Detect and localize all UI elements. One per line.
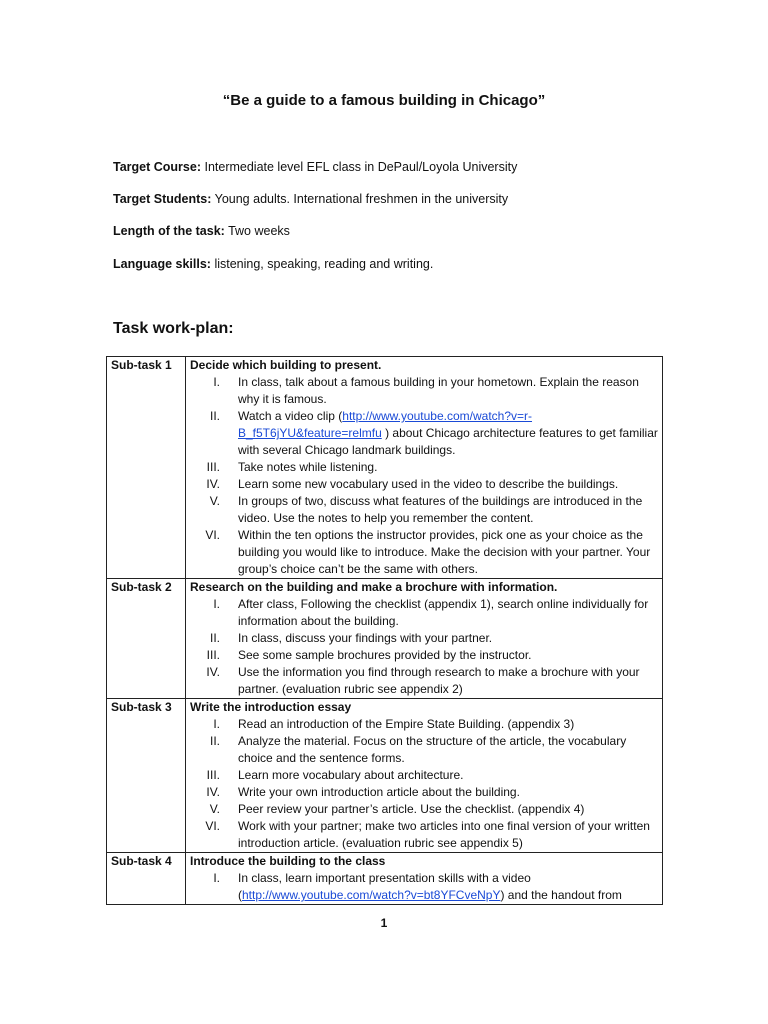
step-number: III. (206, 648, 220, 662)
document-title: “Be a guide to a famous building in Chicago” (222, 92, 546, 109)
video-link[interactable]: http://www.youtube.com/watch?v=bt8YFCveNpY (242, 888, 501, 902)
target-course-line (113, 160, 517, 174)
step-item (190, 664, 658, 698)
step-number: IV. (206, 665, 220, 679)
step-number: IV. (206, 477, 220, 491)
step-text: ) and the handout from (500, 888, 622, 902)
step-item (190, 527, 658, 578)
step-item (190, 870, 658, 904)
subtask-label: Sub-task 2 (107, 579, 186, 699)
step-item (190, 374, 658, 408)
step-text: In class, talk about a famous building in your hometown. Explain the reason why it is famous. (238, 375, 639, 406)
step-text: Peer review your partner’s article. Use the checklist. (appendix 4) (238, 802, 585, 816)
task-plan-body (107, 357, 663, 905)
video-link[interactable]: http://www.youtube.com/watch?v=r-B_f5T6jYU&feature=relmfu (238, 409, 533, 440)
step-text: Watch a video clip ( (238, 409, 343, 423)
task-plan-table (106, 356, 663, 905)
step-text: Read an introduction of the Empire State Building. (appendix 3) (238, 717, 575, 731)
step-text: See some sample brochures provided by the instructor. (238, 648, 532, 662)
step-number: II. (209, 631, 220, 645)
subtask-steps (190, 374, 658, 578)
step-number: I. (213, 375, 220, 389)
subtask-row (107, 853, 663, 905)
subtask-label: Sub-task 3 (107, 699, 186, 853)
step-item (190, 801, 658, 818)
task-length-line (113, 224, 290, 238)
step-item (190, 784, 658, 801)
step-text: ) about Chicago architecture features to get familiar with several Chicago landmark buildings. (238, 426, 658, 457)
subtask-row (107, 357, 663, 579)
language-skills-line (113, 257, 433, 271)
section-heading: Task work-plan: (113, 320, 234, 337)
step-text: Learn some new vocabulary used in the video to describe the buildings. (238, 477, 619, 491)
step-item (190, 596, 658, 630)
subtask-steps (190, 716, 658, 852)
step-item (190, 767, 658, 784)
subtask-heading: Write the introduction essay (190, 700, 352, 714)
step-text: Use the information you find through research to make a brochure with your partner. (evaluation rubric see appendix 2) (238, 665, 640, 696)
step-number: I. (213, 597, 220, 611)
subtask-label: Sub-task 1 (107, 357, 186, 579)
language-skills-value: listening, speaking, reading and writing. (214, 257, 434, 271)
subtask-content (186, 357, 663, 579)
step-number: IV. (206, 785, 220, 799)
step-text: Within the ten options the instructor provides, pick one as your choice as the building you would like to introduce. Make the decision with your partner. Your group’s choice can’t be the same with others. (238, 528, 651, 576)
step-item (190, 818, 658, 852)
step-number: VI. (205, 819, 220, 833)
subtask-row (107, 579, 663, 699)
task-length-value: Two weeks (228, 224, 290, 238)
language-skills-label: Language skills: (113, 257, 211, 271)
target-students-value: Young adults. International freshmen in the university (214, 192, 509, 206)
step-text: In class, discuss your findings with your partner. (238, 631, 493, 645)
step-number: I. (213, 717, 220, 731)
step-text: Learn more vocabulary about architecture. (238, 768, 464, 782)
subtask-heading: Research on the building and make a brochure with information. (190, 580, 558, 594)
step-text: Write your own introduction article about the building. (238, 785, 520, 799)
step-item (190, 459, 658, 476)
step-item (190, 476, 658, 493)
subtask-heading: Introduce the building to the class (190, 854, 386, 868)
step-number: III. (206, 460, 220, 474)
target-students-label: Target Students: (113, 192, 212, 206)
step-item (190, 716, 658, 733)
target-course-label: Target Course: (113, 160, 201, 174)
subtask-heading: Decide which building to present. (190, 358, 382, 372)
step-number: VI. (205, 528, 220, 542)
step-text: Analyze the material. Focus on the structure of the article, the vocabulary choice and the sentence forms. (238, 734, 627, 765)
step-number: V. (209, 494, 220, 508)
target-course-value: Intermediate level EFL class in DePaul/Loyola University (204, 160, 518, 174)
subtask-content (186, 699, 663, 853)
step-text: After class, Following the checklist (appendix 1), search online individually for information about the building. (238, 597, 649, 628)
step-number: II. (209, 409, 220, 423)
subtask-label: Sub-task 4 (107, 853, 186, 905)
step-text: Take notes while listening. (238, 460, 378, 474)
subtask-content (186, 853, 663, 905)
subtask-steps (190, 596, 658, 698)
step-text: In class, learn important presentation skills with a video ( (238, 871, 531, 902)
subtask-row (107, 699, 663, 853)
step-item (190, 733, 658, 767)
step-item (190, 630, 658, 647)
step-text: Work with your partner; make two articles into one final version of your written introduction article. (evaluation rubric see appendix 5) (238, 819, 650, 850)
step-item (190, 647, 658, 664)
step-item (190, 493, 658, 527)
subtask-steps (190, 870, 658, 904)
subtask-content (186, 579, 663, 699)
step-item (190, 408, 658, 459)
target-students-line (113, 192, 508, 206)
page-number: 1 (380, 916, 388, 930)
step-number: I. (213, 871, 220, 885)
task-length-label: Length of the task: (113, 224, 225, 238)
step-number: V. (209, 802, 220, 816)
step-text: In groups of two, discuss what features of the buildings are introduced in the video. Use the notes to help you remember the content. (238, 494, 643, 525)
step-number: III. (206, 768, 220, 782)
step-number: II. (209, 734, 220, 748)
